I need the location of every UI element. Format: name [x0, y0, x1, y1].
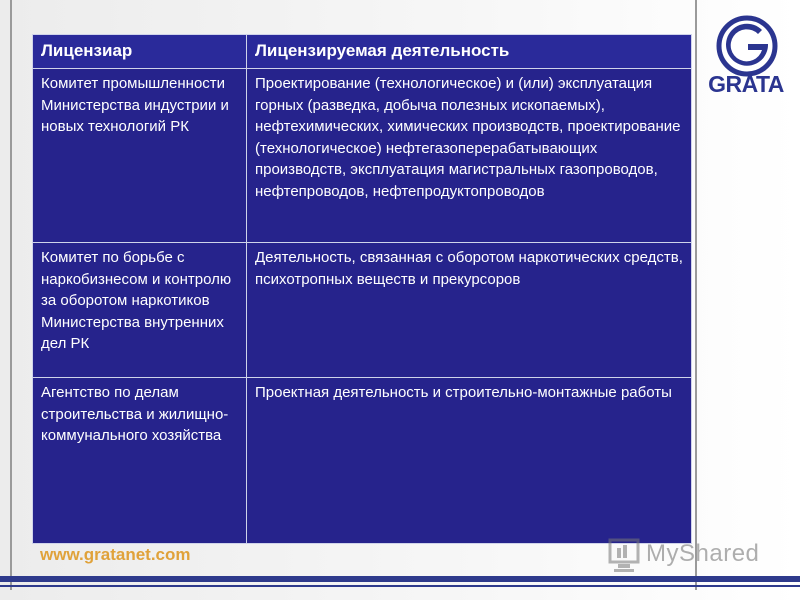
logo-text: GRATA — [708, 71, 784, 97]
table-row — [33, 243, 692, 378]
table-header-row — [33, 35, 692, 69]
table-row — [33, 378, 692, 544]
activity-cell: Проектная деятельность и строительно-монтажные работы — [247, 378, 692, 544]
activity-cell: Проектирование (технологическое) и (или) эксплуатация горных (разведка, добыча полезных ископаемых), нефтехимических, химических производств, проектирование (технологическое) нефтегазоперерабатывающих производств, эксплуатация магистральных газопроводов, нефтепроводов, нефтепродуктопроводов — [247, 69, 692, 243]
licensor-cell: Комитет по борьбе с наркобизнесом и контролю за оборотом наркотиков Министерства внутренних дел РК — [33, 243, 247, 378]
licensor-cell: Комитет промышленности Министерства индустрии и новых технологий РК — [33, 69, 247, 243]
license-table — [32, 34, 692, 544]
bottom-band-thin — [0, 585, 800, 587]
licensor-cell: Агентство по делам строительства и жилищно-коммунального хозяйства — [33, 378, 247, 544]
bottom-band — [0, 576, 800, 582]
watermark-text: MyShared — [646, 540, 760, 567]
footer-url-link[interactable]: www.gratanet.com — [40, 545, 191, 564]
left-divider — [10, 0, 12, 590]
header-licensor: Лицензиар — [33, 35, 247, 69]
table-row — [33, 69, 692, 243]
activity-cell: Деятельность, связанная с оборотом наркотических средств, психотропных веществ и прекурсоров — [247, 243, 692, 378]
header-activity: Лицензируемая деятельность — [247, 35, 692, 69]
right-divider — [695, 0, 697, 590]
